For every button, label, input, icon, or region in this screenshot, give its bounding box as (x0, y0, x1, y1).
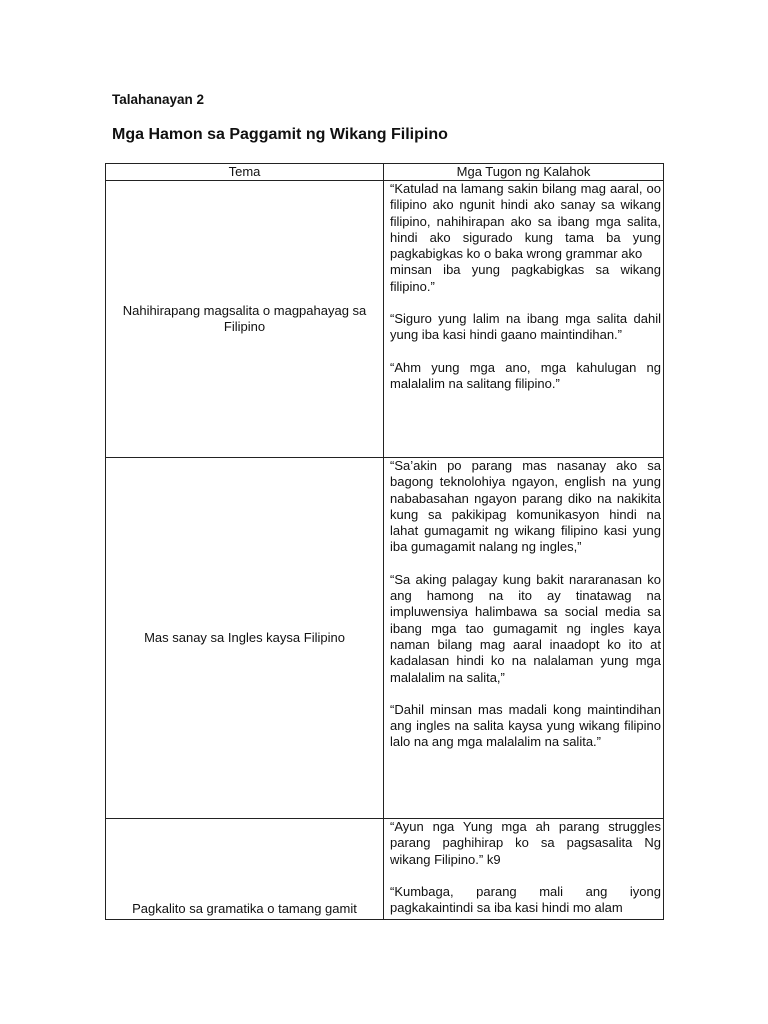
response-quote: “Sa aking palagay kung bakit nararanasan ko ang hamong na ito ay tinatawag na impluwensiya halimbawa sa social media sa ibang mga tao gumagamit ng ingles kaya naman bilang mag aaral inaadopt ko ito at kadalasan hindi ko na nalalaman yung mga malalalim na salita,” (390, 571, 661, 685)
responses-cell (384, 181, 664, 458)
column-header-tema: Tema (106, 164, 384, 181)
response-quote: “Ayun nga Yung mga ah parang struggles parang paghihirap ko sa pagsasalita Ng wikang Filipino.” k9 (390, 819, 661, 867)
response-quote: “Dahil minsan mas madali kong maintindihan ang ingles na salita kaysa yung wikang filipino lalo na ang mga malalalim na salita.” (390, 701, 661, 750)
response-quote: “Ahm yung mga ano, mga kahulugan ng malalalim na salitang filipino.” (390, 359, 661, 391)
response-quote: “Katulad na lamang sakin bilang mag aaral, oo filipino ako ngunit hindi ako sanay sa wikang filipino, nahihirapan ako sa ibang mga salita, hindi ako sigurado kung tama ba yung pagkabigkas ko o baka wrong grammar ako minsan iba yung pagkabigkas sa wikang filipino.” (390, 181, 661, 294)
theme-cell: Pagkalito sa gramatika o tamang gamit (106, 819, 384, 920)
table-title: Mga Hamon sa Paggamit ng Wikang Filipino (112, 126, 448, 143)
table-row (106, 181, 664, 458)
theme-cell: Mas sanay sa Ingles kaysa Filipino (106, 458, 384, 819)
table-row (106, 458, 664, 819)
responses-table (105, 163, 664, 920)
column-header-tugon: Mga Tugon ng Kalahok (384, 164, 664, 181)
table-header-row (106, 164, 664, 181)
table-row (106, 819, 664, 920)
responses-cell (384, 819, 664, 920)
theme-cell: Nahihirapang magsalita o magpahayag sa Filipino (106, 181, 384, 458)
response-quote: “Sa’akin po parang mas nasanay ako sa bagong teknolohiya ngayon, english na yung nababasahan ngayon parang diko na nakikita kung sa pakikipag komunikasyon hindi na lahat gumagamit ng wikang filipino kasi yung iba gumagamit nalang ng ingles,” (390, 458, 661, 555)
responses-cell (384, 458, 664, 819)
response-quote: “Kumbaga, parang mali ang iyong pagkakaintindi sa iba kasi hindi mo alam (390, 883, 661, 916)
table-label: Talahanayan 2 (112, 92, 205, 107)
response-quote: “Siguro yung lalim na ibang mga salita dahil yung iba kasi hindi gaano maintindihan.” (390, 311, 661, 343)
